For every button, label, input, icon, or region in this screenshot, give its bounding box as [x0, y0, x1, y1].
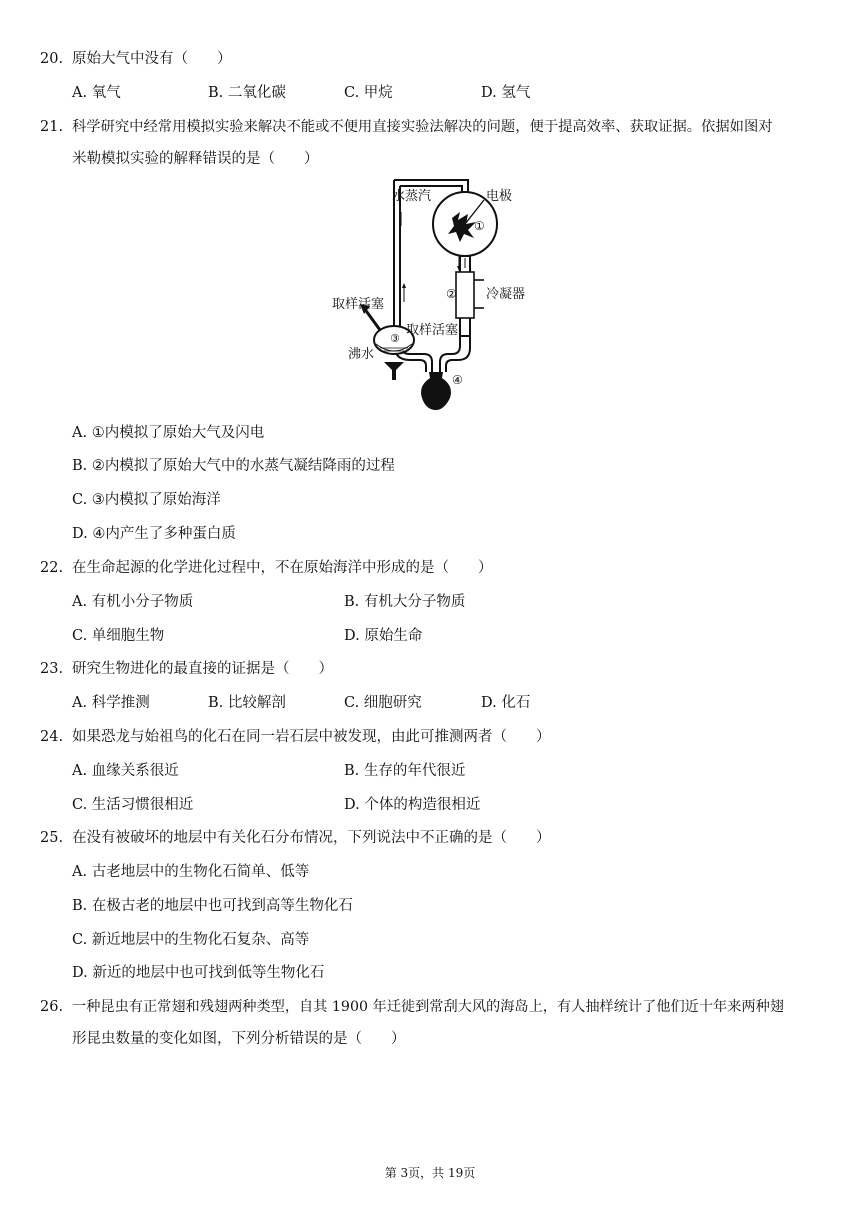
question-stem: 研究生物进化的最直接的证据是（ ）	[72, 661, 333, 677]
question-number: 26.	[40, 999, 64, 1015]
option-b: B. 在极古老的地层中也可找到高等生物化石	[72, 898, 353, 914]
option-b: B. ②内模拟了原始大气中的水蒸气凝结降雨的过程	[72, 458, 395, 474]
question-stem: 在没有被破坏的地层中有关化石分布情况，下列说法中不正确的是（ ）	[72, 830, 551, 846]
option-c: C. 细胞研究	[344, 695, 422, 711]
option-c: C. 单细胞生物	[72, 628, 165, 644]
page-footer: 第 3页，共 19页	[384, 1166, 476, 1180]
label-sampling-stopcock-right: 取样活塞	[406, 323, 459, 338]
option-b: B. 二氧化碳	[208, 85, 286, 101]
label-condenser: 冷凝器	[486, 287, 526, 302]
option-b: B. 生存的年代很近	[344, 763, 466, 779]
question-stem-line-1: 一种昆虫有正常翅和残翅两种类型，自其 1900 年迁徙到常刮大风的海岛上，有人抽样统计了他们近十年来两种翅	[72, 999, 784, 1015]
question-number: 20.	[40, 51, 64, 67]
option-a: A. ①内模拟了原始大气及闪电	[72, 425, 265, 441]
marker-1: ①	[474, 219, 485, 233]
label-sampling-stopcock-left: 取样活塞	[332, 297, 385, 312]
option-d: D. 氢气	[481, 85, 531, 101]
label-water-vapor: 水蒸汽	[392, 189, 432, 204]
option-c: C. 生活习惯很相近	[72, 797, 194, 813]
option-d: D. 新近的地层中也可找到低等生物化石	[72, 965, 325, 981]
option-d: D. 个体的构造很相近	[344, 797, 481, 813]
option-d: D. ④内产生了多种蛋白质	[72, 526, 236, 542]
marker-3: ③	[390, 332, 400, 345]
option-d: D. 原始生命	[344, 628, 423, 644]
option-a: A. 血缘关系很近	[72, 763, 179, 779]
question-stem: 在生命起源的化学进化过程中，不在原始海洋中形成的是（ ）	[72, 560, 493, 576]
label-boiling-water: 沸水	[348, 347, 375, 362]
option-c: C. ③内模拟了原始海洋	[72, 492, 221, 508]
option-d: D. 化石	[481, 695, 531, 711]
option-b: B. 有机大分子物质	[344, 594, 466, 610]
label-electrode: 电极	[486, 189, 513, 204]
option-b: B. 比较解剖	[208, 695, 286, 711]
question-stem: 原始大气中没有（ ）	[72, 51, 232, 67]
miller-experiment-diagram	[328, 176, 528, 412]
question-number: 24.	[40, 729, 64, 745]
option-a: A. 古老地层中的生物化石简单、低等	[72, 864, 310, 880]
option-c: C. 新近地层中的生物化石复杂、高等	[72, 932, 310, 948]
option-a: A. 有机小分子物质	[72, 594, 194, 610]
question-number: 21.	[40, 119, 64, 135]
question-stem-line-1: 科学研究中经常用模拟实验来解决不能或不便用直接实验法解决的问题，便于提高效率、获取证据。依据如图对	[72, 119, 773, 135]
option-c: C. 甲烷	[344, 85, 393, 101]
option-a: A. 氧气	[72, 85, 121, 101]
question-stem: 如果恐龙与始祖鸟的化石在同一岩石层中被发现，由此可推测两者（ ）	[72, 729, 551, 745]
question-number: 22.	[40, 560, 64, 576]
question-number: 23.	[40, 661, 64, 677]
marker-2: ②	[446, 287, 457, 301]
question-stem-line-2: 形昆虫数量的变化如图，下列分析错误的是（ ）	[72, 1031, 406, 1047]
question-stem-line-2: 米勒模拟实验的解释错误的是（ ）	[72, 151, 319, 167]
option-a: A. 科学推测	[72, 695, 150, 711]
marker-4: ④	[452, 373, 463, 387]
question-number: 25.	[40, 830, 64, 846]
